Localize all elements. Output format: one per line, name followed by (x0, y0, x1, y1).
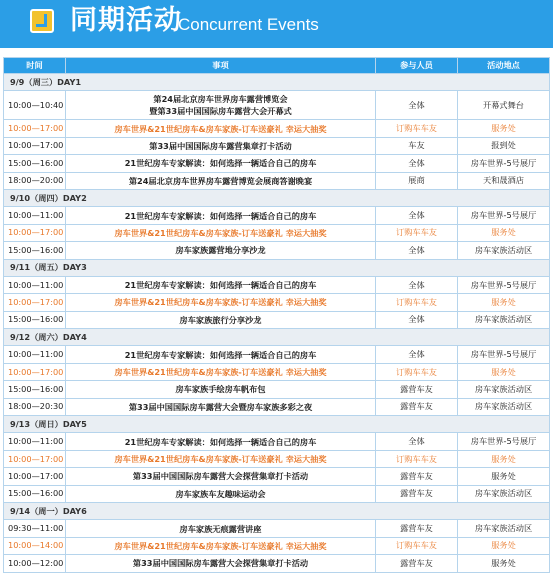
event-text: 第24届北京房车世界房车露营博览会 (153, 94, 288, 105)
participants-cell: 订购车车友 (376, 224, 458, 241)
event-text: 21世纪房车专家解读：如何选择一辆适合自己的房车 (124, 436, 317, 447)
table-row (4, 433, 550, 450)
table-row (4, 91, 550, 120)
time-cell: 10:00—17:00 (4, 137, 66, 154)
location-cell: 服务处 (458, 120, 550, 137)
participants-cell: 露营车友 (376, 398, 458, 415)
participants-cell: 全体 (376, 91, 458, 120)
table-row (4, 207, 550, 224)
event-text: 房车家族旅行分享沙龙 (179, 314, 262, 325)
day-label: 9/9（周三）DAY1 (4, 74, 550, 91)
page-title: 同期活动 (70, 5, 182, 36)
event-text: 第33届中国国际房车露营大会探营集章打卡活动 (132, 558, 309, 569)
location-cell: 房车世界-5号展厅 (458, 155, 550, 172)
participants-cell: 露营车友 (376, 485, 458, 502)
event-cell (66, 294, 376, 311)
location-cell: 服务处 (458, 555, 550, 572)
time-cell: 10:00—17:00 (4, 120, 66, 137)
table-header-row (4, 58, 550, 74)
event-cell (66, 363, 376, 380)
day-header-row (4, 502, 550, 519)
participants-cell: 订购车车友 (376, 363, 458, 380)
table-row (4, 520, 550, 537)
time-cell: 10:00—14:00 (4, 537, 66, 554)
participants-cell: 全体 (376, 155, 458, 172)
participants-cell: 车友 (376, 137, 458, 154)
page-subtitle: Concurrent Events (178, 15, 319, 34)
event-cell (66, 520, 376, 537)
header-banner (0, 0, 553, 48)
event-text: 房车世界&21世纪房车&房车家族-订车送豪礼 幸运大抽奖 (114, 454, 327, 464)
location-cell: 房车家族活动区 (458, 242, 550, 259)
table-row (4, 294, 550, 311)
participants-cell: 全体 (376, 433, 458, 450)
participants-cell: 露营车友 (376, 468, 458, 485)
event-cell (66, 91, 376, 120)
location-cell: 房车家族活动区 (458, 381, 550, 398)
location-cell: 房车世界-5号展厅 (458, 433, 550, 450)
participants-cell: 露营车友 (376, 381, 458, 398)
schedule-table (3, 57, 550, 573)
day-header-row (4, 74, 550, 91)
schedule-body (4, 74, 550, 573)
event-cell (66, 224, 376, 241)
event-text: 第24届北京房车世界房车露营博览会展商答谢晚宴 (128, 175, 313, 186)
table-row (4, 224, 550, 241)
event-cell (66, 207, 376, 224)
time-cell: 15:00—16:00 (4, 242, 66, 259)
event-text: 21世纪房车专家解读：如何选择一辆适合自己的房车 (124, 349, 317, 360)
event-text: 第33届中国国际房车露营集章打卡活动 (149, 140, 292, 151)
event-text: 房车世界&21世纪房车&房车家族-订车送豪礼 幸运大抽奖 (114, 367, 327, 378)
table-row (4, 346, 550, 363)
participants-cell: 展商 (376, 172, 458, 189)
time-cell: 10:00—11:00 (4, 433, 66, 450)
day-header-row (4, 329, 550, 346)
table-row (4, 363, 550, 380)
event-text: 房车世界&21世纪房车&房车家族-订车送豪礼 幸运大抽奖 (114, 123, 327, 134)
event-text: 房车家族车友趣味运动会 (175, 488, 266, 499)
location-cell: 服务处 (458, 450, 550, 467)
event-text: 21世纪房车专家解读：如何选择一辆适合自己的房车 (124, 210, 317, 221)
table-row (4, 172, 550, 189)
time-cell: 10:00—11:00 (4, 346, 66, 363)
time-cell: 10:00—17:00 (4, 294, 66, 311)
event-text: 房车家族手绘房车帆布包 (175, 384, 266, 395)
location-cell: 开幕式舞台 (458, 91, 550, 120)
event-cell (66, 450, 376, 467)
location-cell: 房车世界-5号展厅 (458, 207, 550, 224)
participants-cell: 订购车车友 (376, 294, 458, 311)
event-text: 第33届中国国际房车露营大会探营集章打卡活动 (132, 471, 309, 482)
day-label: 9/14（周一）DAY6 (4, 502, 550, 519)
table-row (4, 276, 550, 293)
logo-icon (30, 9, 54, 33)
event-text: 21世纪房车专家解读：如何选择一辆适合自己的房车 (124, 158, 317, 169)
location-cell: 服务处 (458, 363, 550, 380)
time-cell: 10:00—10:40 (4, 91, 66, 120)
column-header-people: 参与人员 (376, 58, 458, 74)
table-row (4, 537, 550, 554)
time-cell: 10:00—12:00 (4, 555, 66, 572)
event-cell (66, 137, 376, 154)
event-cell (66, 276, 376, 293)
participants-cell: 订购车车友 (376, 537, 458, 554)
column-header-event: 事项 (66, 58, 376, 74)
table-row (4, 381, 550, 398)
participants-cell: 全体 (376, 276, 458, 293)
time-cell: 10:00—17:00 (4, 363, 66, 380)
time-cell: 10:00—17:00 (4, 468, 66, 485)
event-text: 21世纪房车专家解读：如何选择一辆适合自己的房车 (124, 280, 317, 291)
event-cell (66, 346, 376, 363)
day-label: 9/13（周日）DAY5 (4, 416, 550, 433)
event-cell (66, 468, 376, 485)
time-cell: 15:00—16:00 (4, 485, 66, 502)
event-cell (66, 311, 376, 328)
location-cell: 房车世界-5号展厅 (458, 276, 550, 293)
time-cell: 10:00—11:00 (4, 207, 66, 224)
participants-cell: 露营车友 (376, 555, 458, 572)
day-label: 9/11（周五）DAY3 (4, 259, 550, 276)
location-cell: 服务处 (458, 537, 550, 554)
event-text: 房车家族无痕露营讲座 (179, 523, 262, 534)
participants-cell: 全体 (376, 311, 458, 328)
location-cell: 房车家族活动区 (458, 520, 550, 537)
location-cell: 服务处 (458, 468, 550, 485)
day-label: 9/10（周四）DAY2 (4, 189, 550, 206)
location-cell: 房车家族活动区 (458, 485, 550, 502)
participants-cell: 全体 (376, 207, 458, 224)
event-text: 第33届中国国际房车露营大会暨房车家族多彩之夜 (128, 401, 313, 412)
time-cell: 18:00—20:30 (4, 398, 66, 415)
table-row (4, 555, 550, 572)
time-cell: 10:00—17:00 (4, 450, 66, 467)
location-cell: 报到处 (458, 137, 550, 154)
table-row (4, 450, 550, 467)
event-cell (66, 555, 376, 572)
day-header-row (4, 189, 550, 206)
participants-cell: 全体 (376, 346, 458, 363)
participants-cell: 露营车友 (376, 520, 458, 537)
table-row (4, 311, 550, 328)
participants-cell: 全体 (376, 242, 458, 259)
table-row (4, 398, 550, 415)
event-cell (66, 485, 376, 502)
event-cell (66, 433, 376, 450)
location-cell: 房车家族活动区 (458, 311, 550, 328)
time-cell: 15:00—16:00 (4, 155, 66, 172)
event-text: 房车世界&21世纪房车&房车家族-订车送豪礼 幸运大抽奖 (114, 540, 327, 551)
table-row (4, 155, 550, 172)
table-row (4, 137, 550, 154)
location-cell: 房车世界-5号展厅 (458, 346, 550, 363)
column-header-place: 活动地点 (458, 58, 550, 74)
time-cell: 09:30—11:00 (4, 520, 66, 537)
participants-cell: 订购车车友 (376, 450, 458, 467)
event-text: 房车世界&21世纪房车&房车家族-订车送豪礼 幸运大抽奖 (114, 297, 327, 308)
day-label: 9/12（周六）DAY4 (4, 329, 550, 346)
event-cell (66, 381, 376, 398)
location-cell: 服务处 (458, 224, 550, 241)
event-cell (66, 120, 376, 137)
table-row (4, 485, 550, 502)
participants-cell: 订购车车友 (376, 120, 458, 137)
event-text: 暨第33届中国国际房车露营大会开幕式 (149, 106, 292, 117)
time-cell: 10:00—17:00 (4, 224, 66, 241)
event-cell (66, 172, 376, 189)
event-cell (66, 242, 376, 259)
table-row (4, 120, 550, 137)
table-row (4, 242, 550, 259)
time-cell: 18:00—20:00 (4, 172, 66, 189)
location-cell: 天和晟酒店 (458, 172, 550, 189)
event-cell (66, 155, 376, 172)
day-header-row (4, 259, 550, 276)
location-cell: 服务处 (458, 294, 550, 311)
time-cell: 10:00—11:00 (4, 276, 66, 293)
event-text: 房车世界&21世纪房车&房车家族-订车送豪礼 幸运大抽奖 (114, 227, 327, 238)
location-cell: 房车家族活动区 (458, 398, 550, 415)
event-cell (66, 537, 376, 554)
column-header-time: 时间 (4, 58, 66, 74)
event-cell (66, 398, 376, 415)
time-cell: 15:00—16:00 (4, 381, 66, 398)
table-row (4, 468, 550, 485)
day-header-row (4, 416, 550, 433)
event-text: 房车家族露营地分享沙龙 (175, 245, 266, 256)
time-cell: 15:00—16:00 (4, 311, 66, 328)
